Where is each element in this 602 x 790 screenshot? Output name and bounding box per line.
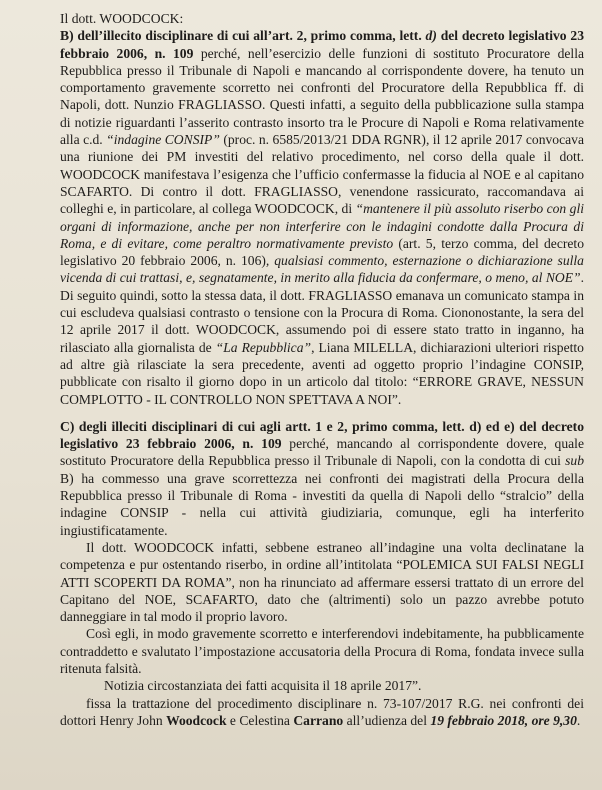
hearing-date: 19 febbraio 2018, ore 9,30 (430, 712, 577, 728)
section-c-paragraph-3: Così egli, in modo gravemente scorretto e interferendovi indebitamente, ha pubblicamente contraddetto e svalutato l’impostazione accusatoria della Procura di Roma, fondata invece sulla ritenuta falsità. (60, 626, 584, 676)
section-b-heading: B) dell’illecito disciplinare di cui all’art. 2, primo comma, lett. (60, 28, 422, 44)
defendant-carrano: Carrano (293, 712, 344, 728)
section-b-heading-decree: del decreto legislativo 23 febbraio 2006, n. 109 (60, 28, 584, 61)
section-b-heading-letter: d) (425, 28, 437, 44)
section-b-text-1: perché, nell’esercizio delle funzioni di sostituto Procuratore della Repubblica presso il Tribunale di Napoli e mancando al corrispondente dovere, ha tenuto un comportamento gravemente scorretto nei confronti del Procuratore della Repubblica ff. di Napoli, dott. Nunzio FRAGLIASSO. Questi infatti, a seguito della pubblicazione sulla stampa di notizie riguardanti l’asserito contrasto insorto tra le Procure di Napoli e Roma relativamente alla c.d. (60, 45, 585, 148)
defendant-woodcock: Woodcock (166, 712, 227, 728)
section-c-text-2: B) ha commesso una grave scorrettezza nei confronti dei magistrati della Procura della Repubblica presso il Tribunale di Roma - investiti da quella di Napoli dello “stralcio” della indagine CONSIP - nella cui attività giudiziaria, comunque, egli ha interferito ingiustificatamente. (60, 470, 584, 538)
section-b-text-2: (proc. n. 6585/2013/21 DDA RGNR), il 12 aprile 2017 convocava una riunione dei PM investiti del relativo procedimento, nel corso della quale il dott. WOODCOCK manifestava l’esigenza che l’ufficio confermasse la fiducia al NOE e al capitano SCAFARTO. Di contro il dott. FRAGLIASSO, venendone rassicurato, raccomandava ai colleghi e, in particolare, al collega WOODCOCK, di (60, 132, 585, 217)
section-b-paragraph (60, 27, 584, 408)
section-c-paragraph-4: Notizia circostanziata dei fatti acquisita il 18 aprile 2017”. (104, 678, 422, 694)
section-b-quote: “mantenere il più assoluto riserbo con gli organi di informazione, anche per non interferire con le indagini condotte dalla Procura di Roma, e di evitare, come peraltro normativamente previsto (60, 201, 584, 251)
closing-text-4: . (576, 712, 581, 728)
section-c-text-1: perché, mancando al corrispondente dovere, quale sostituto Procuratore della Repubblica presso il Tribunale di Napoli, con la condotta di cui (60, 436, 584, 469)
section-b-newspaper: “La Repubblica” (215, 339, 312, 355)
section-b-text-5: , Liana MILELLA, dichiarazioni ulteriori rispetto ad altre già rilasciate la sera precedente, aventi ad oggetto proprio l’indagine CONSIP, pubblicate con risalto il giorno dopo in un articolo dal titolo: “ERRORE GRAVE, NESSUN COMPLOTTO - IL CONTROLLO NON SPETTAVA A NOI”. (60, 339, 584, 407)
closing-text-2: e Celestina (226, 712, 294, 728)
intro-line (60, 10, 584, 27)
section-c-heading: C) degli illeciti disciplinari di cui agli artt. 1 e 2, primo comma, lett. d) ed e) del decreto legislativo 23 febbraio 2006, n. 109 (60, 418, 584, 452)
section-c-italic-sub: sub (565, 453, 584, 469)
section-b-text-4: . Di seguito quindi, sotto la stessa data, il dott. FRAGLIASSO emanava un comunicato stampa in cui escludeva qualsiasi contrasto o tensione con la Procura di Roma. Ciononostante, la sera del 12 aprile 2017 il dott. WOODCOCK, assumendo poi di essere stato tratto in inganno, ha rilasciato alla giornalista de (60, 270, 584, 355)
section-b-italic-1: “indagine CONSIP” (106, 132, 220, 148)
intro-text: Il dott. WOODCOCK: (60, 11, 184, 26)
section-b-text-3: (art. 5, terzo comma, del decreto legislativo 20 febbraio 2006, n. 106) (60, 235, 584, 269)
section-c-paragraph-2: Il dott. WOODCOCK infatti, sebbene estraneo all’indagine una volta declinatane la competenza e pur ostentando riserbo, in ordine all’intitolata “POLEMICA SUI FALSI NEGLI ATTI SCOPERTI DA ROMA”, non ha rinunciato ad affermare essersi trattato di un errore del Capitano del NOE, SCAFARTO, dato che (altrimenti) solo un pazzo avrebbe potuto danneggiare in tal modo il proprio lavoro. (60, 539, 584, 625)
section-b-italic-3: , qualsiasi commento, esternazione o dichiarazione sulla vicenda di cui trattasi, e, segnatamente, in merito alla fiducia da confermare, o meno, al NOE” (60, 253, 584, 286)
closing-text-1: fissa la trattazione del procedimento disciplinare n. 73-107/2017 R.G. nei confronti dei dottori Henry John (60, 695, 584, 728)
closing-paragraph (60, 695, 584, 730)
section-c-paragraph (60, 418, 584, 539)
closing-text-3: all’udienza del (343, 712, 431, 728)
